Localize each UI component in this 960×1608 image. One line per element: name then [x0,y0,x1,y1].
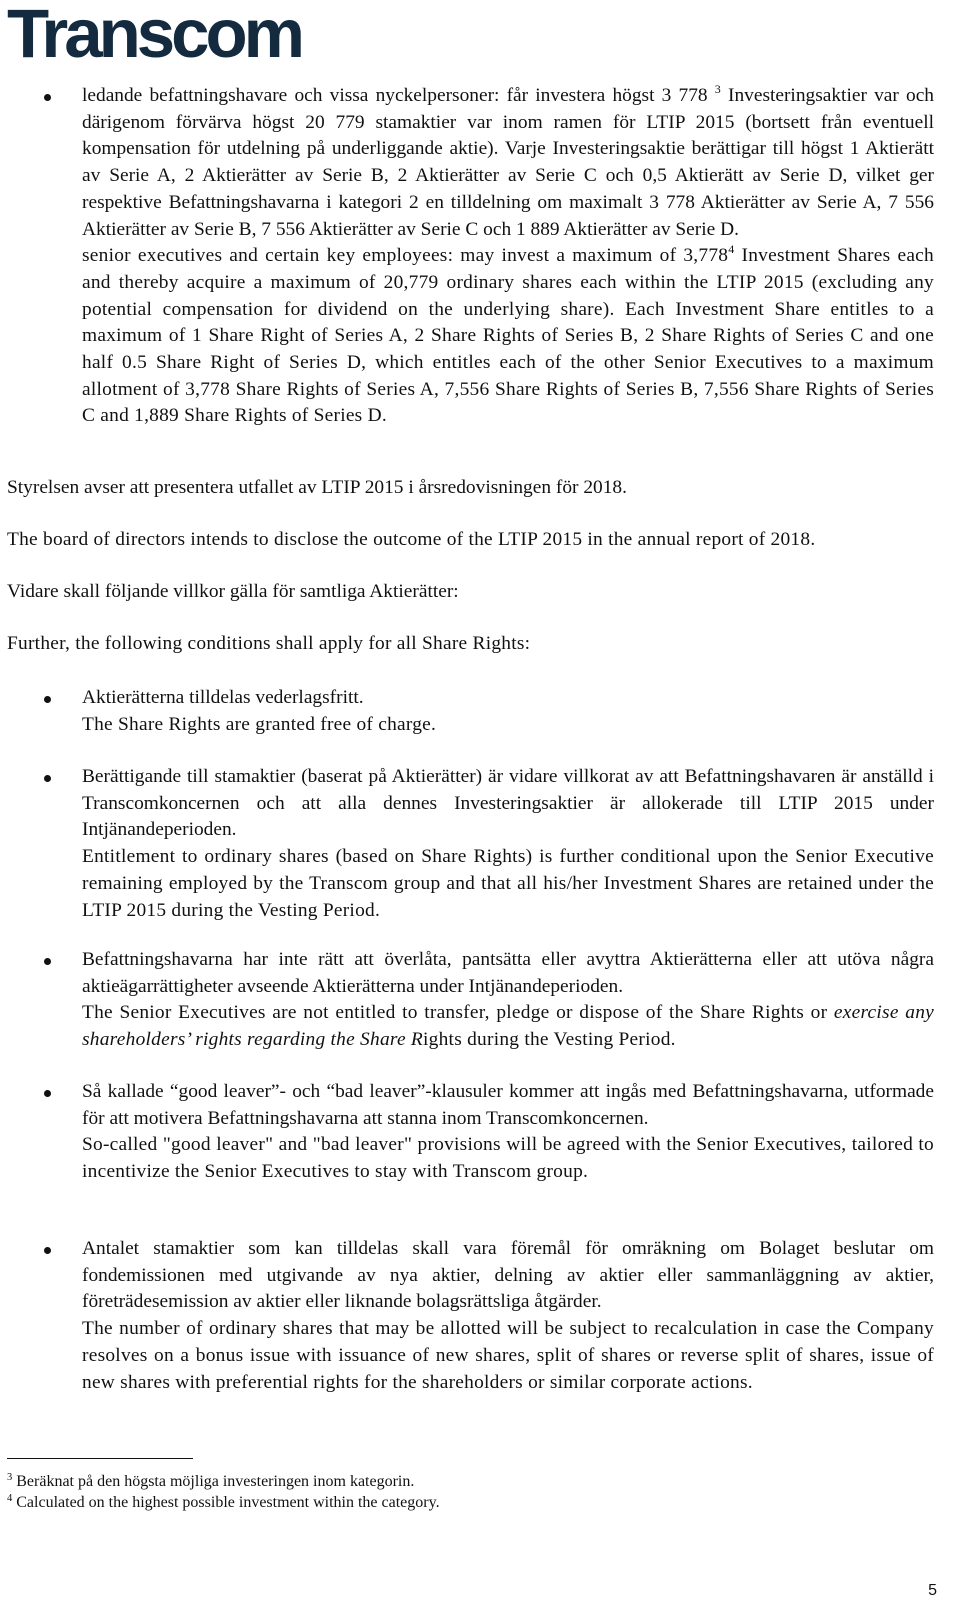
bullet-icon [44,696,51,703]
condition-text-sv: Så kallade “good leaver”- och “bad leaver”-klausuler kommer att ingås med Befattningshavarna, utformade för att motivera Befattningshavarna att stanna inom Transcomkoncernen. [82,1081,934,1129]
paragraph-conditions-sv: Vidare skall följande villkor gälla för samtliga Aktierätter: [7,581,459,602]
footnote-number: 3 [7,1472,13,1483]
list-item [0,1079,960,1186]
conditions-list [0,947,960,1054]
list-item [0,1236,960,1396]
conditions-list [0,1236,960,1396]
bullet-icon [44,1247,51,1254]
conditions-list [0,685,960,738]
footnote-text: Calculated on the highest possible investment within the category. [16,1494,440,1511]
bullet-text-en [82,243,934,430]
footnote-number: 4 [7,1493,13,1504]
condition-text-en-italic: exercise any shareholders’ rights regarding the Share R [82,1002,935,1051]
list-item [0,947,960,1054]
footnotes [7,1471,440,1513]
bullet-icon [44,775,51,782]
list-item [0,764,960,924]
condition-text-en: Entitlement to ordinary shares (based on Share Rights) is further conditional upon the Senior Executive remaining employed by the Transcom group and that all his/her Investment Shares are retained under the LTIP 2015 during the Vesting Period. [82,846,934,921]
condition-text-en [82,1000,934,1053]
condition-text-sv: Aktierätterna tilldelas vederlagsfritt. [82,687,364,708]
footnote-text: Beräknat på den högsta möjliga investeringen inom kategorin. [16,1473,415,1490]
list-item [0,685,960,738]
footnote-ref-3: 3 [714,82,721,96]
bullet-text-en-rest: Investment Shares each and thereby acquire a maximum of 20,779 ordinary shares each within the LTIP 2015 (excluding any potential compensation for dividend on the underlying share). Each Investment Share entitles to a maximum of 1 Share Right of Series A, 2 Share Rights of Series B, 2 Share Rights of Series C and one half 0.5 Share Right of Series D, which entitles each of the other Senior Executives to a maximum allotment of 3,778 Share Rights of Series A, 7,556 Share Rights of Series B, 7,556 Share Rights of Series C and 1,889 Share Rights of Series D. [82,245,934,427]
conditions-list [0,764,960,924]
bullet-text-en-lead: senior executives and certain key employees: may invest a maximum of 3,778 [82,245,729,267]
bullet-icon [44,94,51,101]
condition-text-sv: Antalet stamaktier som kan tilldelas skall vara föremål för omräkning om Bolaget beslutar om fondemissionen med utgivande av nya aktier, delning av aktier eller sammanläggning av aktier, företrädesemission av aktier eller liknande bolagsrättsliga åtgärder. [82,1238,934,1313]
footnote-3 [7,1471,440,1492]
list-item [0,83,960,430]
conditions-list [0,1079,960,1186]
condition-text-en: The Share Rights are granted free of charge. [82,713,437,735]
bullet-text-sv [82,83,934,243]
bullet-icon [44,1090,51,1097]
footnote-4 [7,1492,440,1513]
footnote-ref-4: 4 [728,242,735,257]
paragraph-board-en: The board of directors intends to disclose the outcome of the LTIP 2015 in the annual report of 2018. [7,529,816,550]
condition-text-sv: Berättigande till stamaktier (baserat på Aktierätter) är vidare villkorat av att Befattningshavaren är anställd i Transcomkoncernen och att alla dennes Investeringsaktier är allokerade till LTIP 2015 under Intjänandeperioden. [82,766,934,841]
condition-text-sv: Befattningshavarna har inte rätt att överlåta, pantsätta eller avyttra Aktierätterna eller att utöva några aktieägarrättigheter avseende Aktierätterna under Intjänandeperioden. [82,949,934,997]
condition-text-en-a: The Senior Executives are not entitled to transfer, pledge or dispose of the Share Rights or [82,1002,828,1024]
bullet-text-sv-lead: ledande befattningshavare och vissa nyckelpersoner: får investera högst 3 778 [82,85,708,106]
condition-text-en: So-called "good leaver" and "bad leaver" provisions will be agreed with the Senior Executives, tailored to incentivize the Senior Executives to stay with Transcom group. [82,1134,934,1183]
paragraph-conditions-en: Further, the following conditions shall apply for all Share Rights: [7,633,531,654]
paragraph-board-sv: Styrelsen avser att presentera utfallet av LTIP 2015 i årsredovisningen för 2018. [7,477,627,498]
footnote-divider [7,1458,193,1459]
transcom-logo: Transcom [7,0,301,72]
top-bullet-list [0,83,960,430]
page-number: 5 [928,1582,937,1599]
bullet-text-sv-rest: Investeringsaktier var och därigenom förvärva högst 20 779 stamaktier var inom ramen för LTIP 2015 (bortsett från eventuell kompensation för utdelning på underliggande aktie). Varje Investeringsaktie berättigar till högst 1 Aktierätt av Serie A, 2 Aktierätter av Serie B, 2 Aktierätter av Serie C och 0,5 Aktierätt av Serie D, vilket ger respektive Befattningshavarna i kategori 2 en tilldelning om maximalt 3 778 Aktierätter av Serie A, 7 556 Aktierätter av Serie B, 7 556 Aktierätter av Serie C och 1 889 Aktierätter av Serie D. [82,85,935,240]
condition-text-en-b: ights during the Vesting Period. [423,1029,676,1051]
bullet-icon [44,958,51,965]
condition-text-en: The number of ordinary shares that may be allotted will be subject to recalculation in case the Company resolves on a bonus issue with issuance of new shares, split of shares or reverse split of shares, issue of new shares with preferential rights for the shareholders or similar corporate actions. [82,1318,934,1393]
